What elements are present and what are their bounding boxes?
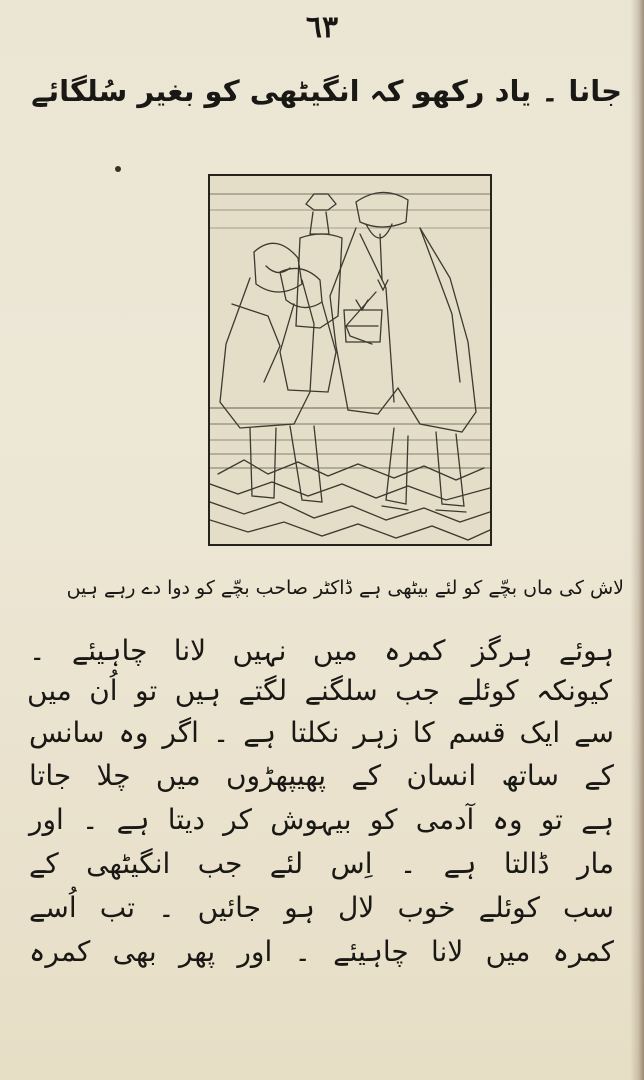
page-spine-shadow	[630, 0, 644, 1080]
sketch-illustration-drawing	[210, 176, 490, 544]
top-text-line: جانا ۔ یاد رکھو کہ انگیٹھی کو بغیر سُلگائے	[31, 74, 622, 108]
page-number: ٦٣	[305, 10, 339, 45]
body-line-6: مار ڈالتا ہے ۔ اِس لئے جب انگیٹھی کے	[29, 847, 614, 880]
body-line-1: ہوئے ہرگز کمرہ میں نہیں لانا چاہیئے ۔	[29, 634, 614, 667]
body-line-8: کمرہ میں لانا چاہیئے ۔ اور پھر بھی کمرہ	[29, 935, 614, 968]
body-line-3: سے ایک قسم کا زہر نکلتا ہے ۔ اگر وہ سانس	[29, 716, 614, 749]
body-line-2: کیونکہ کوئلے جب سلگنے لگتے ہیں تو اُن میں	[27, 674, 612, 707]
body-line-4: کے ساتھ انسان کے پھیپھڑوں میں چلا جاتا	[29, 759, 614, 792]
illustration-caption: لاش کی ماں بچّے کو لئے بیٹھی ہے ڈاکٹر صاحب بچّے کو دوا دے رہے ہیں	[66, 577, 624, 599]
sketch-illustration	[208, 174, 492, 546]
body-line-7: سب کوئلے خوب لال ہو جائیں ۔ تب اُسے	[29, 891, 614, 924]
ink-dot	[115, 166, 121, 172]
body-line-5: ہے تو وہ آدمی کو بیہوش کر دیتا ہے ۔ اور	[29, 803, 614, 836]
